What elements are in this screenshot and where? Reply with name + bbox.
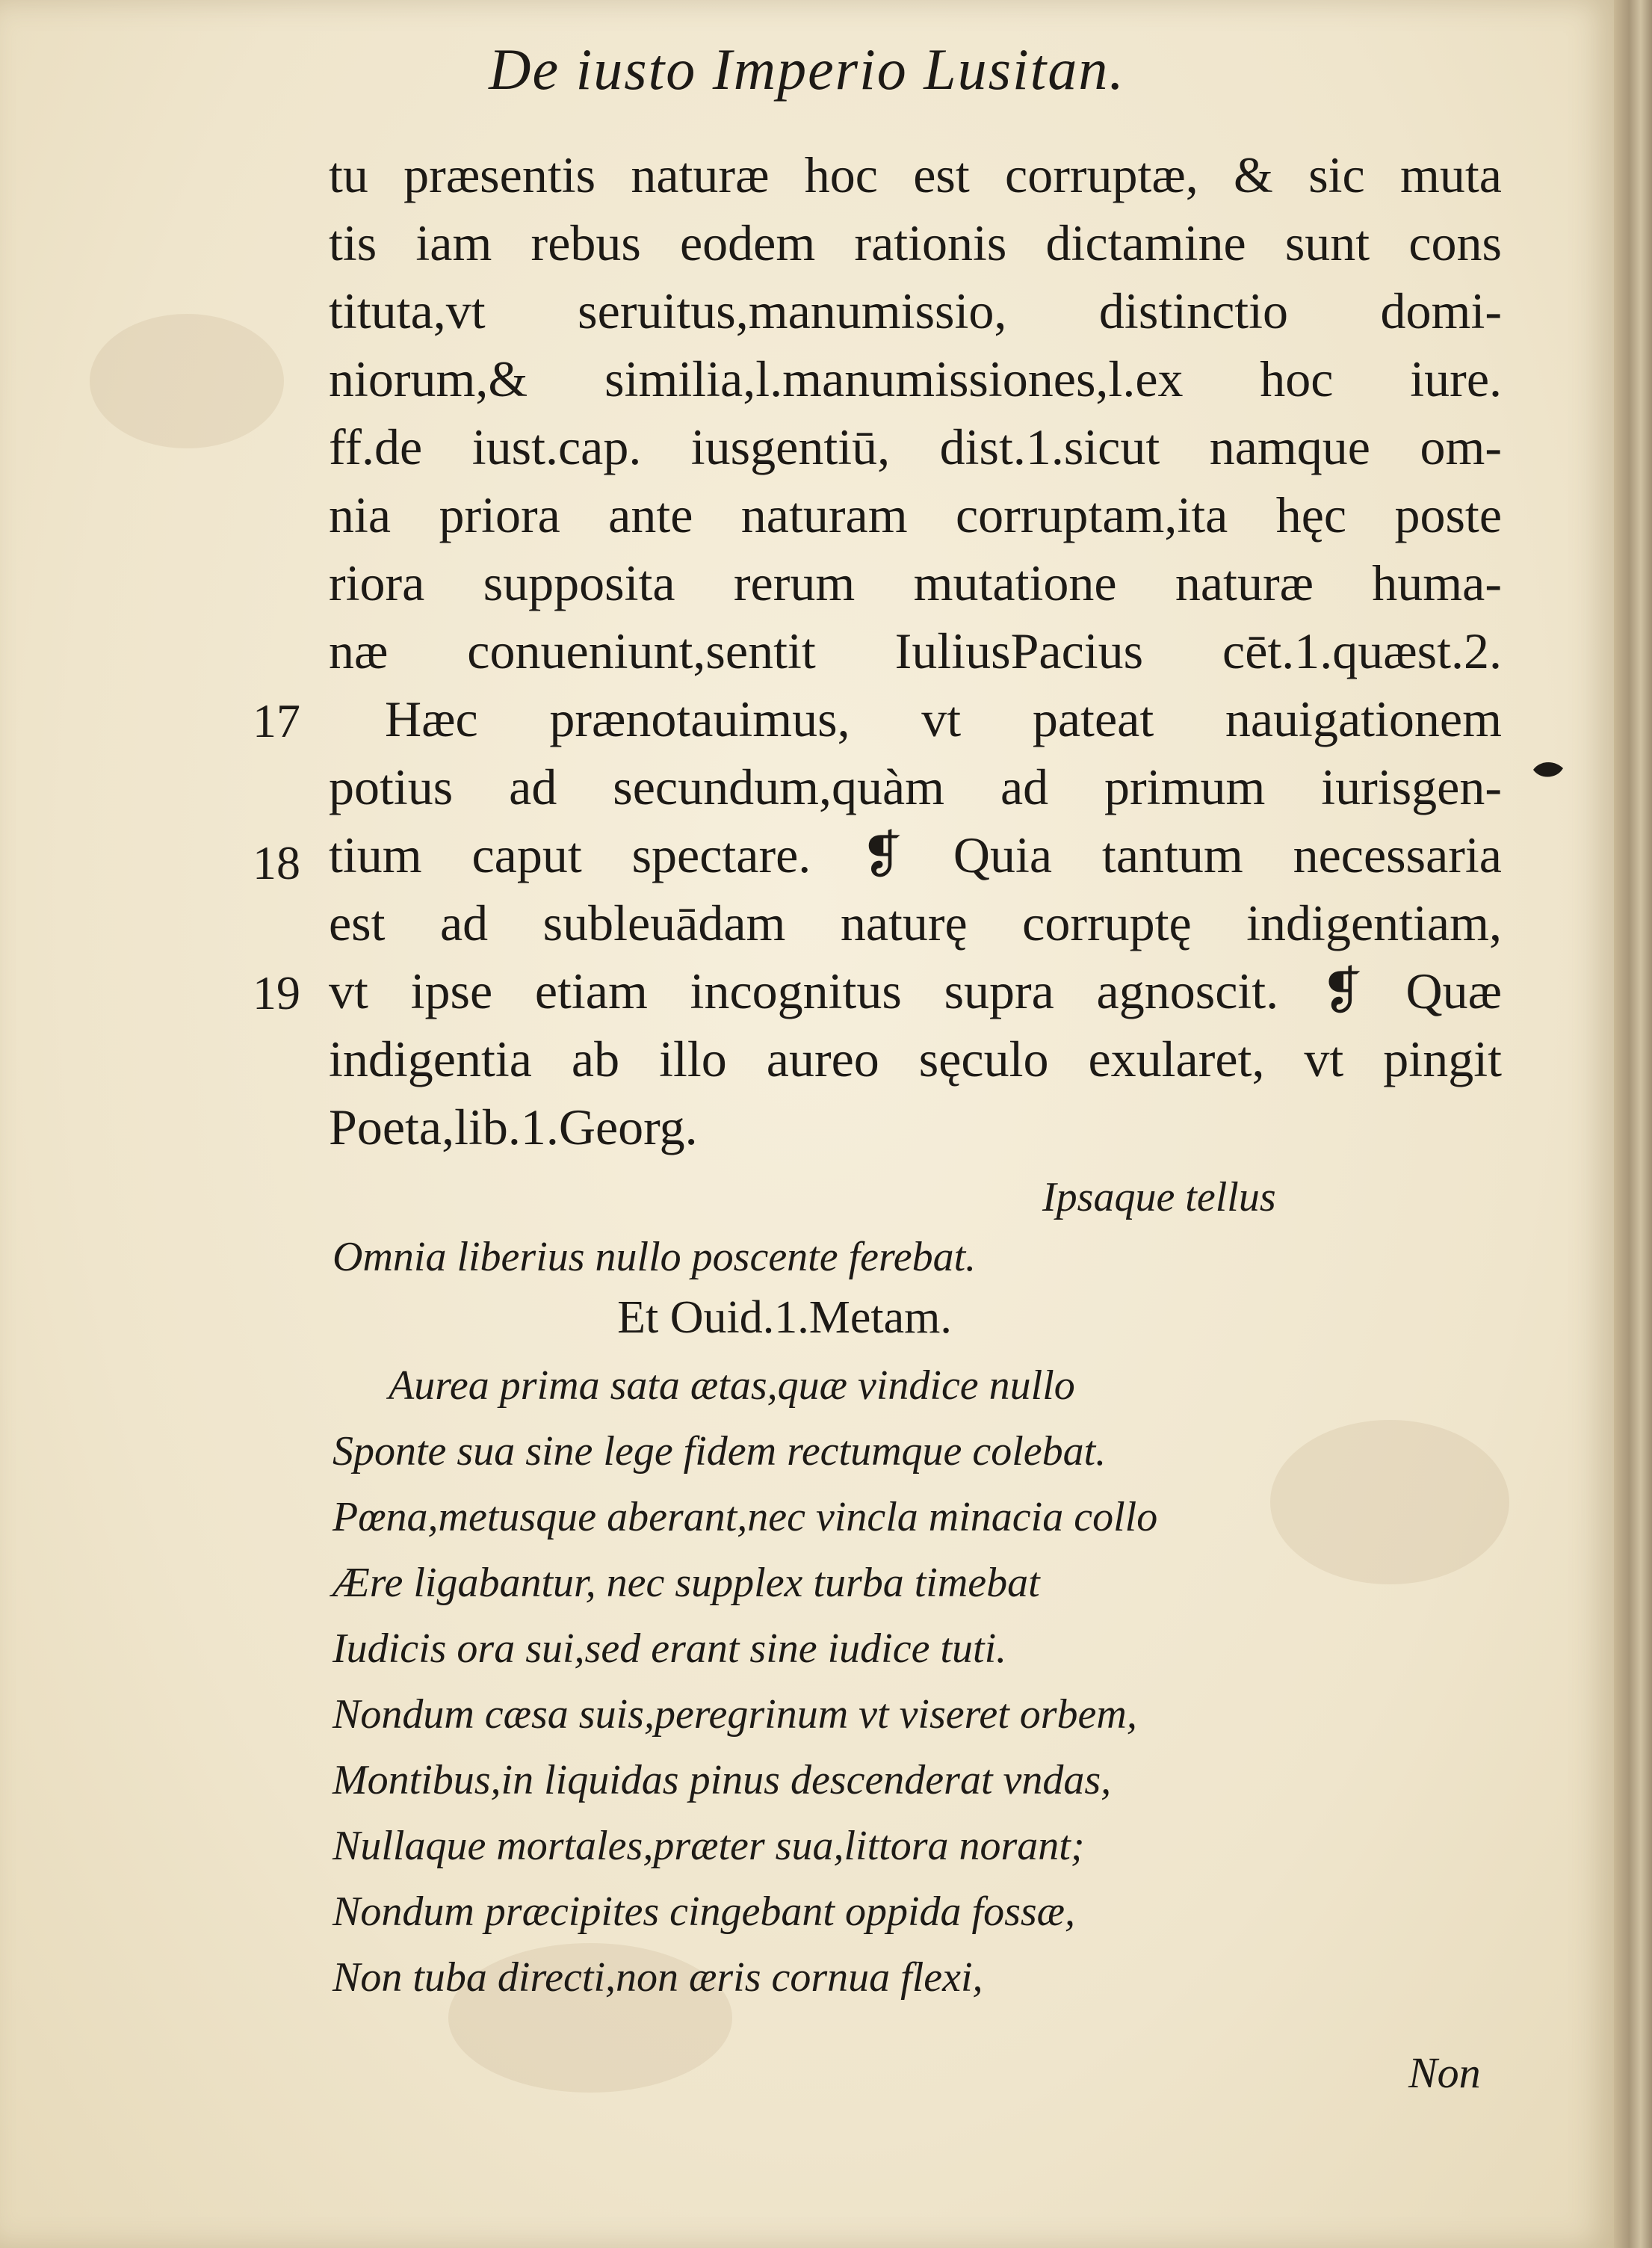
verse-line: Aurea prima sata ætas,quæ vindice nullo (389, 1362, 1075, 1409)
verse-line: Nullaque mortales,præter sua,littora norant; (332, 1823, 1085, 1869)
body-line: riora supposita rerum mutatione naturæ huma- (329, 555, 1502, 611)
body-line: nia priora ante naturam corruptam,ita hęc poste (329, 487, 1502, 543)
body-line: vt ipse etiam incognitus supra agnoscit. ❡ Quæ (329, 963, 1502, 1019)
verse-line: Pœna,metusque aberant,nec vincla minacia collo (332, 1494, 1158, 1540)
body-line: næ conueniunt,sentit IuliusPacius cēt.1.quæst.2. (329, 623, 1502, 679)
body-line: Poeta,lib.1.Georg. (329, 1099, 698, 1155)
pointing-mark-icon (1532, 756, 1565, 783)
body-line: potius ad secundum,quàm ad primum iurisgen- (329, 759, 1502, 815)
ovid-reference: Et Ouid.1.Metam. (617, 1292, 952, 1343)
verse-line: Non tuba directi,non æris cornua flexi, (332, 1954, 983, 2001)
body-line: indigentia ab illo aureo sęculo exularet, vt pingit (329, 1031, 1502, 1087)
body-line: niorum,& similia,l.manumissiones,l.ex hoc iure. (329, 351, 1502, 407)
verse-line: Iudicis ora sui,sed erant sine iudice tuti. (332, 1625, 1007, 1672)
body-line: ff.de iust.cap. iusgentiū, dist.1.sicut namque om- (329, 419, 1502, 475)
margin-number: 17 (253, 694, 300, 747)
verse-line: Ære ligabantur, nec supplex turba timebat (332, 1560, 1040, 1606)
verse-line: Nondum cæsa suis,peregrinum vt viseret orbem, (332, 1691, 1137, 1738)
margin-number: 18 (253, 836, 300, 889)
body-line: tis iam rebus eodem rationis dictamine sunt cons (329, 214, 1502, 271)
verse-line: Sponte sua sine lege fidem rectumque colebat. (332, 1428, 1107, 1475)
catchword: Non (1408, 2048, 1481, 2097)
verse-line: Nondum præcipites cingebant oppida fossæ, (332, 1889, 1075, 1935)
verse-line: Montibus,in liquidas pinus descenderat vndas, (332, 1757, 1112, 1803)
paper-stain (90, 314, 284, 448)
paper-stain (1270, 1420, 1509, 1584)
body-line: tituta,vt seruitus,manumissio, distinctio domi- (329, 282, 1502, 339)
running-head: De iusto Imperio Lusitan. (489, 37, 1125, 102)
verse-line: Omnia liberius nullo poscente ferebat. (332, 1234, 977, 1280)
margin-number: 19 (253, 966, 300, 1019)
page-edge (1614, 0, 1652, 2248)
verse-line: Ipsaque tellus (1042, 1174, 1276, 1220)
body-line: Hæc prænotauimus, vt pateat nauigationem (385, 691, 1502, 747)
body-line: tium caput spectare. ❡ Quia tantum necessaria (329, 827, 1502, 883)
body-line: est ad subleuādam naturę corruptę indigentiam, (329, 895, 1502, 951)
body-line: tu præsentis naturæ hoc est corruptæ, & sic muta (329, 146, 1502, 203)
